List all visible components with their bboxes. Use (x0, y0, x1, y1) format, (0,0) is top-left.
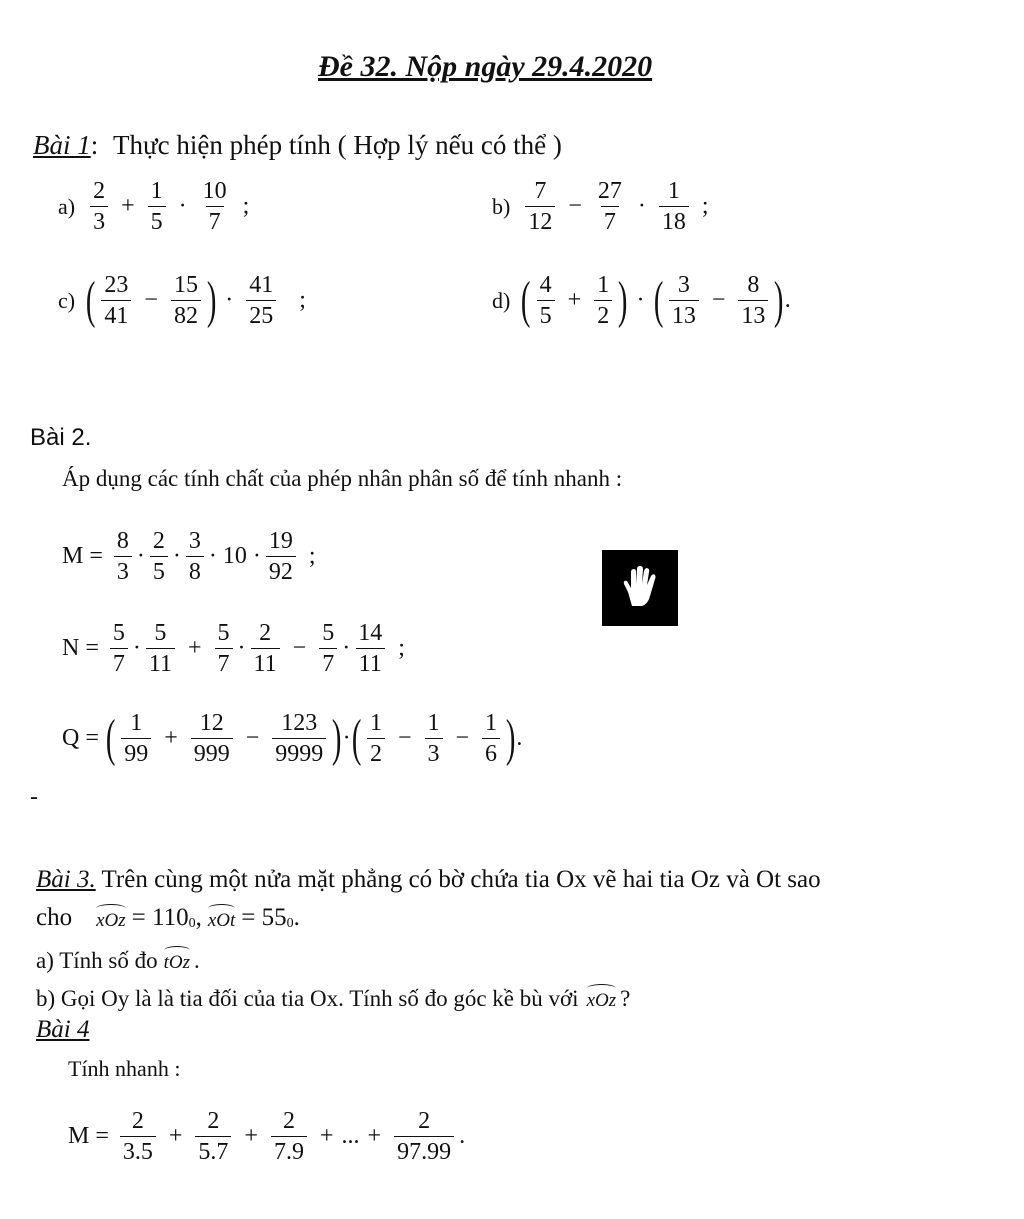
left-paren: ( (85, 271, 96, 329)
numerator: 2 (282, 1108, 295, 1134)
operator: + (244, 1123, 258, 1150)
operator: − (711, 287, 726, 314)
left-paren: ( (521, 271, 531, 329)
period: . (194, 948, 200, 973)
fraction (171, 272, 201, 330)
denominator: 12 (525, 206, 555, 235)
bai3-line2 (36, 904, 300, 932)
numerator: 2 (152, 528, 165, 554)
denominator: 7 (601, 206, 619, 235)
denominator: 82 (171, 300, 201, 329)
operator: · (225, 287, 234, 314)
operator: · (208, 543, 217, 570)
terminator: . (516, 725, 523, 752)
numerator: 3 (188, 528, 201, 554)
operator: · (252, 543, 261, 570)
bai4-heading: Bài 4 (36, 1016, 90, 1043)
numerator: 12 (199, 710, 224, 736)
numerator: 41 (249, 272, 274, 298)
operator: · (636, 287, 645, 314)
bai4-instruction: Tính nhanh : (68, 1056, 181, 1081)
bai1-c-label: c) (58, 287, 76, 313)
fraction (738, 272, 768, 330)
right-paren: ) (332, 709, 342, 767)
operator: + (187, 635, 202, 662)
fraction (659, 178, 689, 236)
right-paren: ) (774, 271, 784, 329)
terminator: . (784, 287, 791, 314)
denominator: 92 (266, 556, 296, 585)
degree-mark: 0 (286, 916, 294, 931)
denominator: 11 (356, 648, 385, 677)
left-paren: ( (351, 709, 362, 767)
equation-part: = 55 (241, 904, 287, 931)
numerator: 1 (667, 178, 680, 204)
fraction (525, 178, 555, 236)
denominator: 13 (669, 300, 699, 329)
fraction (186, 528, 204, 586)
fraction (482, 710, 500, 768)
hand-cursor-icon (602, 550, 678, 626)
numerator: 1 (369, 710, 382, 736)
hand-icon (620, 566, 660, 610)
comma: , (195, 904, 202, 931)
bai3-b (36, 984, 630, 1012)
operator: · (237, 635, 246, 662)
denominator: 25 (246, 300, 276, 329)
question-mark: ? (620, 986, 631, 1011)
bai2-M (62, 528, 324, 586)
numerator: 23 (104, 272, 129, 298)
fraction (394, 1108, 454, 1166)
denominator: 7 (110, 648, 128, 677)
numerator: 5 (112, 620, 125, 646)
fraction (425, 710, 443, 768)
denominator: 7 (319, 648, 337, 677)
numerator: 2 (131, 1108, 144, 1134)
numerator: 19 (268, 528, 293, 554)
operator: + (164, 725, 178, 752)
denominator: 9999 (272, 738, 326, 767)
page-title: Đề 32. Nộp ngày 29.4.2020 (318, 50, 653, 83)
bai1-colon: : (90, 130, 99, 160)
numerator: 15 (173, 272, 198, 298)
operator: · (132, 635, 141, 662)
denominator: 11 (251, 648, 280, 677)
bai1-instruction: Thực hiện phép tính ( Hợp lý nếu có thể ) (113, 130, 562, 160)
bai2-N (62, 620, 413, 678)
N-lhs: N = (62, 635, 99, 662)
bai1-d (492, 272, 791, 330)
operator: − (245, 725, 260, 752)
numerator: 1 (597, 272, 610, 298)
denominator: 7 (206, 206, 224, 235)
fraction (200, 178, 230, 236)
denominator: 3 (90, 206, 108, 235)
denominator: 5.7 (195, 1136, 231, 1165)
numerator: 2 (93, 178, 106, 204)
Q-lhs: Q = (62, 725, 99, 752)
bai1-a (58, 178, 257, 236)
angle-xOt: xOt (208, 904, 235, 932)
operator: + (121, 193, 135, 220)
denominator: 97.99 (394, 1136, 454, 1165)
fraction (271, 1108, 307, 1166)
numerator: 27 (597, 178, 622, 204)
terminator: ; (299, 287, 306, 314)
fraction (90, 178, 108, 236)
operator: · (178, 193, 187, 220)
denominator: 11 (146, 648, 175, 677)
numerator: 7 (534, 178, 547, 204)
numerator: 1 (130, 710, 143, 736)
operator: − (292, 635, 307, 662)
denominator: 5 (150, 556, 168, 585)
ellipsis: ... (341, 1123, 360, 1150)
fraction (150, 528, 168, 586)
fraction (319, 620, 337, 678)
bai1-c (58, 272, 314, 330)
fraction (272, 710, 326, 768)
numerator: 4 (539, 272, 552, 298)
denominator: 7 (215, 648, 233, 677)
numerator: 5 (322, 620, 335, 646)
numerator: 14 (358, 620, 383, 646)
denominator: 5 (148, 206, 166, 235)
fraction (148, 178, 166, 236)
period: . (293, 904, 300, 931)
operator: − (397, 725, 412, 752)
numerator: 123 (281, 710, 318, 736)
bai3-text: Trên cùng một nửa mặt phẳng có bờ chứa tia Ox vẽ hai tia Oz và Ot sao (101, 866, 821, 893)
angle-xOz: xOz (587, 984, 617, 1012)
numerator: 3 (677, 272, 690, 298)
operator: · (136, 543, 145, 570)
terminator: ; (701, 193, 709, 220)
bai3-a (36, 946, 200, 974)
terminator: . (459, 1123, 466, 1150)
fraction (101, 272, 131, 330)
fraction (251, 620, 280, 678)
right-paren: ) (206, 271, 217, 329)
denominator: 18 (659, 206, 689, 235)
fraction (246, 272, 276, 330)
bai4-M (68, 1108, 465, 1166)
fraction (146, 620, 175, 678)
denominator: 3 (114, 556, 132, 585)
bai1-d-label: d) (492, 287, 511, 313)
cho-word: cho (36, 904, 73, 931)
fraction (114, 528, 132, 586)
operator: − (568, 193, 582, 220)
numerator: 10 (202, 178, 227, 204)
numerator: 5 (154, 620, 167, 646)
operator: + (319, 1123, 334, 1150)
operator: − (144, 287, 158, 314)
fraction (266, 528, 296, 586)
fraction (669, 272, 699, 330)
denominator: 2 (594, 300, 612, 329)
degree-mark: 0 (188, 916, 196, 931)
denominator: 3.5 (120, 1136, 156, 1165)
bai2-Q (62, 710, 522, 768)
operator: + (567, 287, 582, 314)
left-paren: ( (105, 709, 116, 767)
left-paren: ( (653, 271, 663, 329)
right-paren: ) (618, 271, 628, 329)
bai1-b (492, 178, 717, 236)
numerator: 8 (116, 528, 129, 554)
terminator: ; (242, 193, 250, 220)
numerator: 8 (747, 272, 760, 298)
bai3-b-text: b) Gọi Oy là là tia đối của tia Ox. Tính số đo góc kề bù với (36, 986, 579, 1011)
M-lhs: M = (68, 1123, 109, 1150)
integer: 10 (222, 543, 247, 570)
numerator: 2 (207, 1108, 220, 1134)
bai3-a-text: a) Tính số đo (36, 948, 158, 973)
bai3-line1 (36, 866, 821, 894)
denominator: 13 (738, 300, 768, 329)
denominator: 2 (367, 738, 385, 767)
bai1-heading: Bài 1 (33, 130, 91, 160)
operator: + (168, 1123, 183, 1150)
fraction (594, 272, 612, 330)
M-lhs: M = (62, 543, 103, 570)
denominator: 99 (121, 738, 151, 767)
stray-dash: - (30, 784, 38, 810)
numerator: 2 (418, 1108, 431, 1134)
denominator: 41 (101, 300, 131, 329)
fraction (537, 272, 555, 330)
operator: · (342, 635, 351, 662)
bai2-heading: Bài 2. (30, 424, 92, 451)
denominator: 7.9 (271, 1136, 307, 1165)
bai1-header (33, 130, 562, 161)
fraction (120, 1108, 156, 1166)
fraction (215, 620, 233, 678)
denominator: 6 (482, 738, 500, 767)
bai1-a-label: a) (58, 193, 76, 219)
operator: − (455, 725, 470, 752)
bai3-heading: Bài 3. (36, 866, 96, 893)
numerator: 1 (150, 178, 163, 204)
fraction (355, 620, 385, 678)
angle-tOz: tOz (164, 946, 190, 974)
fraction (595, 178, 625, 236)
operator: · (172, 543, 181, 570)
fraction (110, 620, 128, 678)
operator: + (367, 1123, 382, 1150)
fraction (121, 710, 151, 768)
operator: · (342, 725, 351, 752)
equation-part: = 110 (131, 904, 189, 931)
numerator: 5 (217, 620, 230, 646)
denominator: 999 (191, 738, 233, 767)
terminator: ; (398, 635, 405, 662)
fraction (191, 710, 233, 768)
denominator: 5 (537, 300, 555, 329)
operator: · (637, 193, 646, 220)
fraction (367, 710, 385, 768)
numerator: 2 (259, 620, 272, 646)
terminator: ; (308, 543, 316, 570)
denominator: 3 (425, 738, 443, 767)
numerator: 1 (485, 710, 498, 736)
angle-xOz: xOz (96, 904, 126, 932)
bai1-b-label: b) (492, 193, 511, 219)
denominator: 8 (186, 556, 204, 585)
fraction (195, 1108, 231, 1166)
numerator: 1 (427, 710, 440, 736)
right-paren: ) (505, 709, 516, 767)
bai2-instruction: Áp dụng các tính chất của phép nhân phân số để tính nhanh : (62, 466, 623, 491)
